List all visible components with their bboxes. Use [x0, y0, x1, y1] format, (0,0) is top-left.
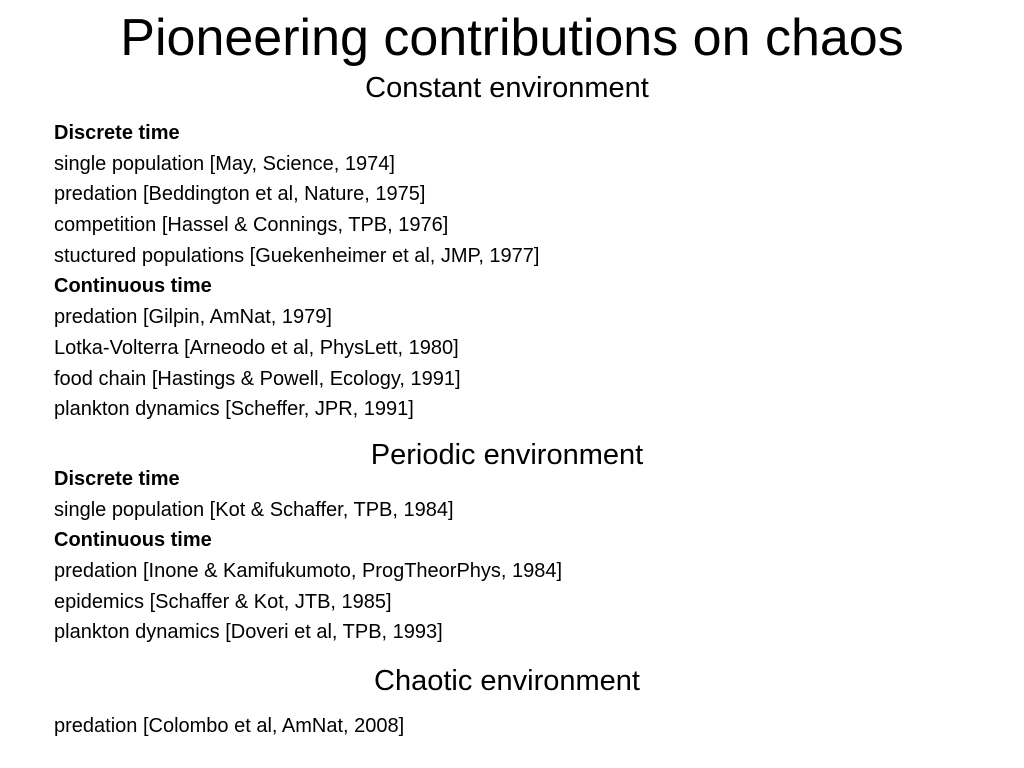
subheading-discrete-time: Discrete time: [54, 468, 180, 490]
section-chaotic-environment: [54, 711, 954, 742]
subheading-continuous-time: Continuous time: [54, 529, 212, 552]
reference-item: food chain [Hastings & Powell, Ecology, 1991]: [54, 367, 461, 390]
reference-item: stuctured populations [Guekenheimer et al, JMP, 1977]: [54, 244, 540, 267]
slide-title: Pioneering contributions on chaos: [120, 9, 904, 67]
subheading-continuous-time: Continuous time: [54, 275, 212, 298]
reference-item: predation [Gilpin, AmNat, 1979]: [54, 306, 332, 329]
reference-item: plankton dynamics [Doveri et al, TPB, 1993]: [54, 621, 443, 644]
section-periodic-environment: [54, 464, 954, 648]
section-title-periodic-environment: Periodic environment: [370, 439, 644, 471]
reference-item: predation [Colombo et al, AmNat, 2008]: [54, 715, 405, 737]
reference-item: Lotka-Volterra [Arneodo et al, PhysLett, 1980]: [54, 336, 459, 359]
reference-item: predation [Inone & Kamifukumoto, ProgTheorPhys, 1984]: [54, 560, 563, 583]
reference-item: competition [Hassel & Connings, TPB, 1976]: [54, 214, 449, 237]
reference-item: single population [May, Science, 1974]: [54, 152, 395, 175]
reference-item: epidemics [Schaffer & Kot, JTB, 1985]: [54, 590, 392, 613]
section-title-constant-environment: Constant environment: [365, 72, 649, 104]
subheading-discrete-time: Discrete time: [54, 122, 180, 144]
reference-item: predation [Beddington et al, Nature, 1975]: [54, 183, 426, 206]
reference-item: plankton dynamics [Scheffer, JPR, 1991]: [54, 398, 414, 421]
reference-item: single population [Kot & Schaffer, TPB, 1984]: [54, 498, 454, 521]
section-title-chaotic-environment: Chaotic environment: [374, 665, 640, 697]
section-constant-environment: [54, 118, 954, 425]
